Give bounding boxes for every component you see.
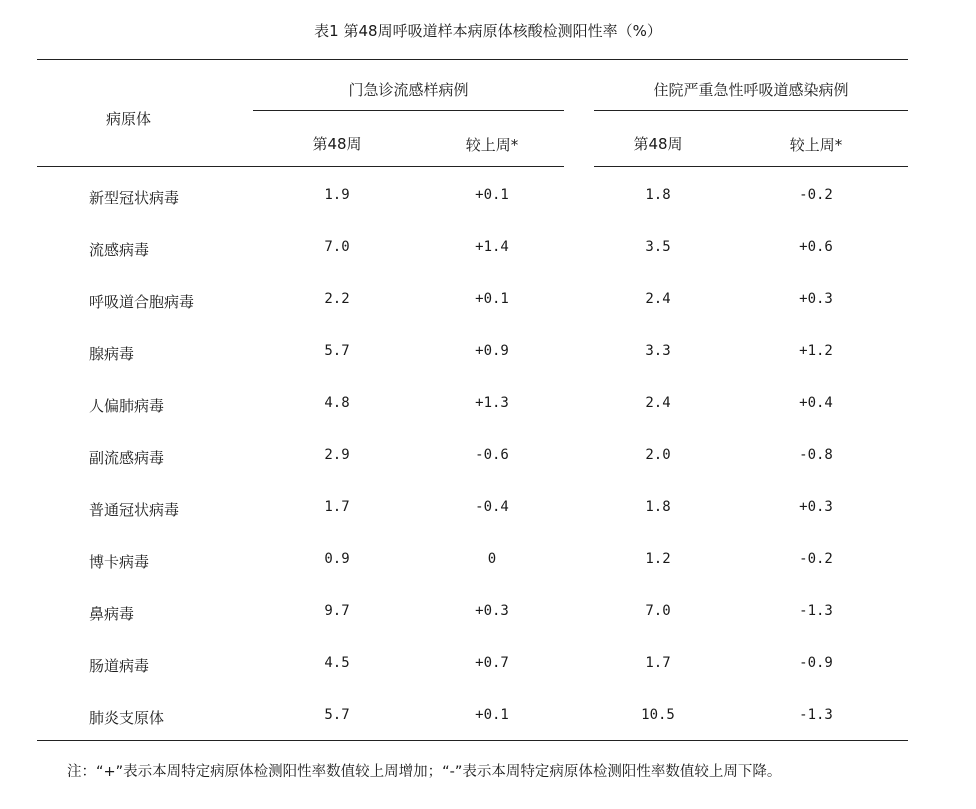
row-pathogen-name: 普通冠状病毒 — [89, 501, 180, 519]
row-op-week-value: 4.5 — [324, 655, 350, 671]
group-rule-inpatient — [594, 110, 908, 111]
row-pathogen-name: 博卡病毒 — [89, 553, 150, 571]
bottom-rule — [37, 740, 908, 741]
row-pathogen-name: 呼吸道合胞病毒 — [89, 293, 195, 311]
header-ip-week: 第48周 — [633, 135, 683, 153]
row-op-change-value: +0.9 — [475, 343, 509, 359]
row-op-change-value: +0.7 — [475, 655, 509, 671]
header-rule-right — [594, 166, 908, 167]
top-rule — [37, 59, 908, 60]
row-ip-week-value: 10.5 — [641, 707, 675, 723]
row-ip-change-value: -0.2 — [799, 187, 833, 203]
row-pathogen-name: 鼻病毒 — [89, 605, 135, 623]
header-op-change: 较上周* — [465, 136, 519, 154]
row-op-change-value: -0.6 — [475, 447, 509, 463]
row-pathogen-name: 肺炎支原体 — [89, 709, 165, 727]
header-rule-left — [37, 166, 564, 167]
row-ip-change-value: -1.3 — [799, 707, 833, 723]
row-op-change-value: +0.1 — [475, 707, 509, 723]
row-op-week-value: 1.9 — [324, 187, 350, 203]
row-ip-week-value: 2.4 — [645, 395, 671, 411]
row-ip-week-value: 7.0 — [645, 603, 671, 619]
row-ip-change-value: -0.9 — [799, 655, 833, 671]
row-ip-change-value: -0.8 — [799, 447, 833, 463]
row-op-change-value: -0.4 — [475, 499, 509, 515]
group-rule-outpatient — [253, 110, 564, 111]
row-pathogen-name: 副流感病毒 — [89, 449, 165, 467]
row-ip-change-value: -1.3 — [799, 603, 833, 619]
row-op-week-value: 0.9 — [324, 551, 350, 567]
header-group-outpatient: 门急诊流感样病例 — [348, 81, 469, 99]
row-pathogen-name: 肠道病毒 — [89, 657, 150, 675]
header-pathogen: 病原体 — [106, 110, 152, 128]
table-title: 表1 第48周呼吸道样本病原体核酸检测阳性率（%） — [314, 22, 662, 40]
row-ip-week-value: 3.5 — [645, 239, 671, 255]
row-ip-week-value: 2.4 — [645, 291, 671, 307]
row-pathogen-name: 新型冠状病毒 — [89, 189, 180, 207]
row-ip-week-value: 3.3 — [645, 343, 671, 359]
header-op-week: 第48周 — [312, 135, 362, 153]
header-group-inpatient: 住院严重急性呼吸道感染病例 — [653, 81, 849, 99]
row-ip-week-value: 1.2 — [645, 551, 671, 567]
row-ip-change-value: +1.2 — [799, 343, 833, 359]
row-ip-week-value: 1.8 — [645, 187, 671, 203]
row-pathogen-name: 流感病毒 — [89, 241, 150, 259]
row-op-week-value: 7.0 — [324, 239, 350, 255]
row-ip-change-value: +0.3 — [799, 499, 833, 515]
row-op-change-value: +1.4 — [475, 239, 509, 255]
row-ip-change-value: +0.3 — [799, 291, 833, 307]
row-op-week-value: 9.7 — [324, 603, 350, 619]
row-op-week-value: 4.8 — [324, 395, 350, 411]
row-op-change-value: 0 — [487, 551, 497, 567]
row-ip-week-value: 1.7 — [645, 655, 671, 671]
row-pathogen-name: 腺病毒 — [89, 345, 135, 363]
table-note: 注：“+”表示本周特定病原体检测阳性率数值较上周增加；“-”表示本周特定病原体检测阳性率数值较上周下降。 — [67, 764, 782, 780]
row-op-week-value: 5.7 — [324, 707, 350, 723]
row-op-week-value: 5.7 — [324, 343, 350, 359]
row-op-change-value: +0.1 — [475, 187, 509, 203]
row-ip-change-value: -0.2 — [799, 551, 833, 567]
row-op-change-value: +0.3 — [475, 603, 509, 619]
header-ip-change: 较上周* — [789, 136, 843, 154]
row-pathogen-name: 人偏肺病毒 — [89, 397, 165, 415]
row-ip-week-value: 2.0 — [645, 447, 671, 463]
row-op-change-value: +1.3 — [475, 395, 509, 411]
row-op-week-value: 2.2 — [324, 291, 350, 307]
row-ip-week-value: 1.8 — [645, 499, 671, 515]
row-op-week-value: 2.9 — [324, 447, 350, 463]
row-op-change-value: +0.1 — [475, 291, 509, 307]
row-op-week-value: 1.7 — [324, 499, 350, 515]
row-ip-change-value: +0.4 — [799, 395, 833, 411]
row-ip-change-value: +0.6 — [799, 239, 833, 255]
